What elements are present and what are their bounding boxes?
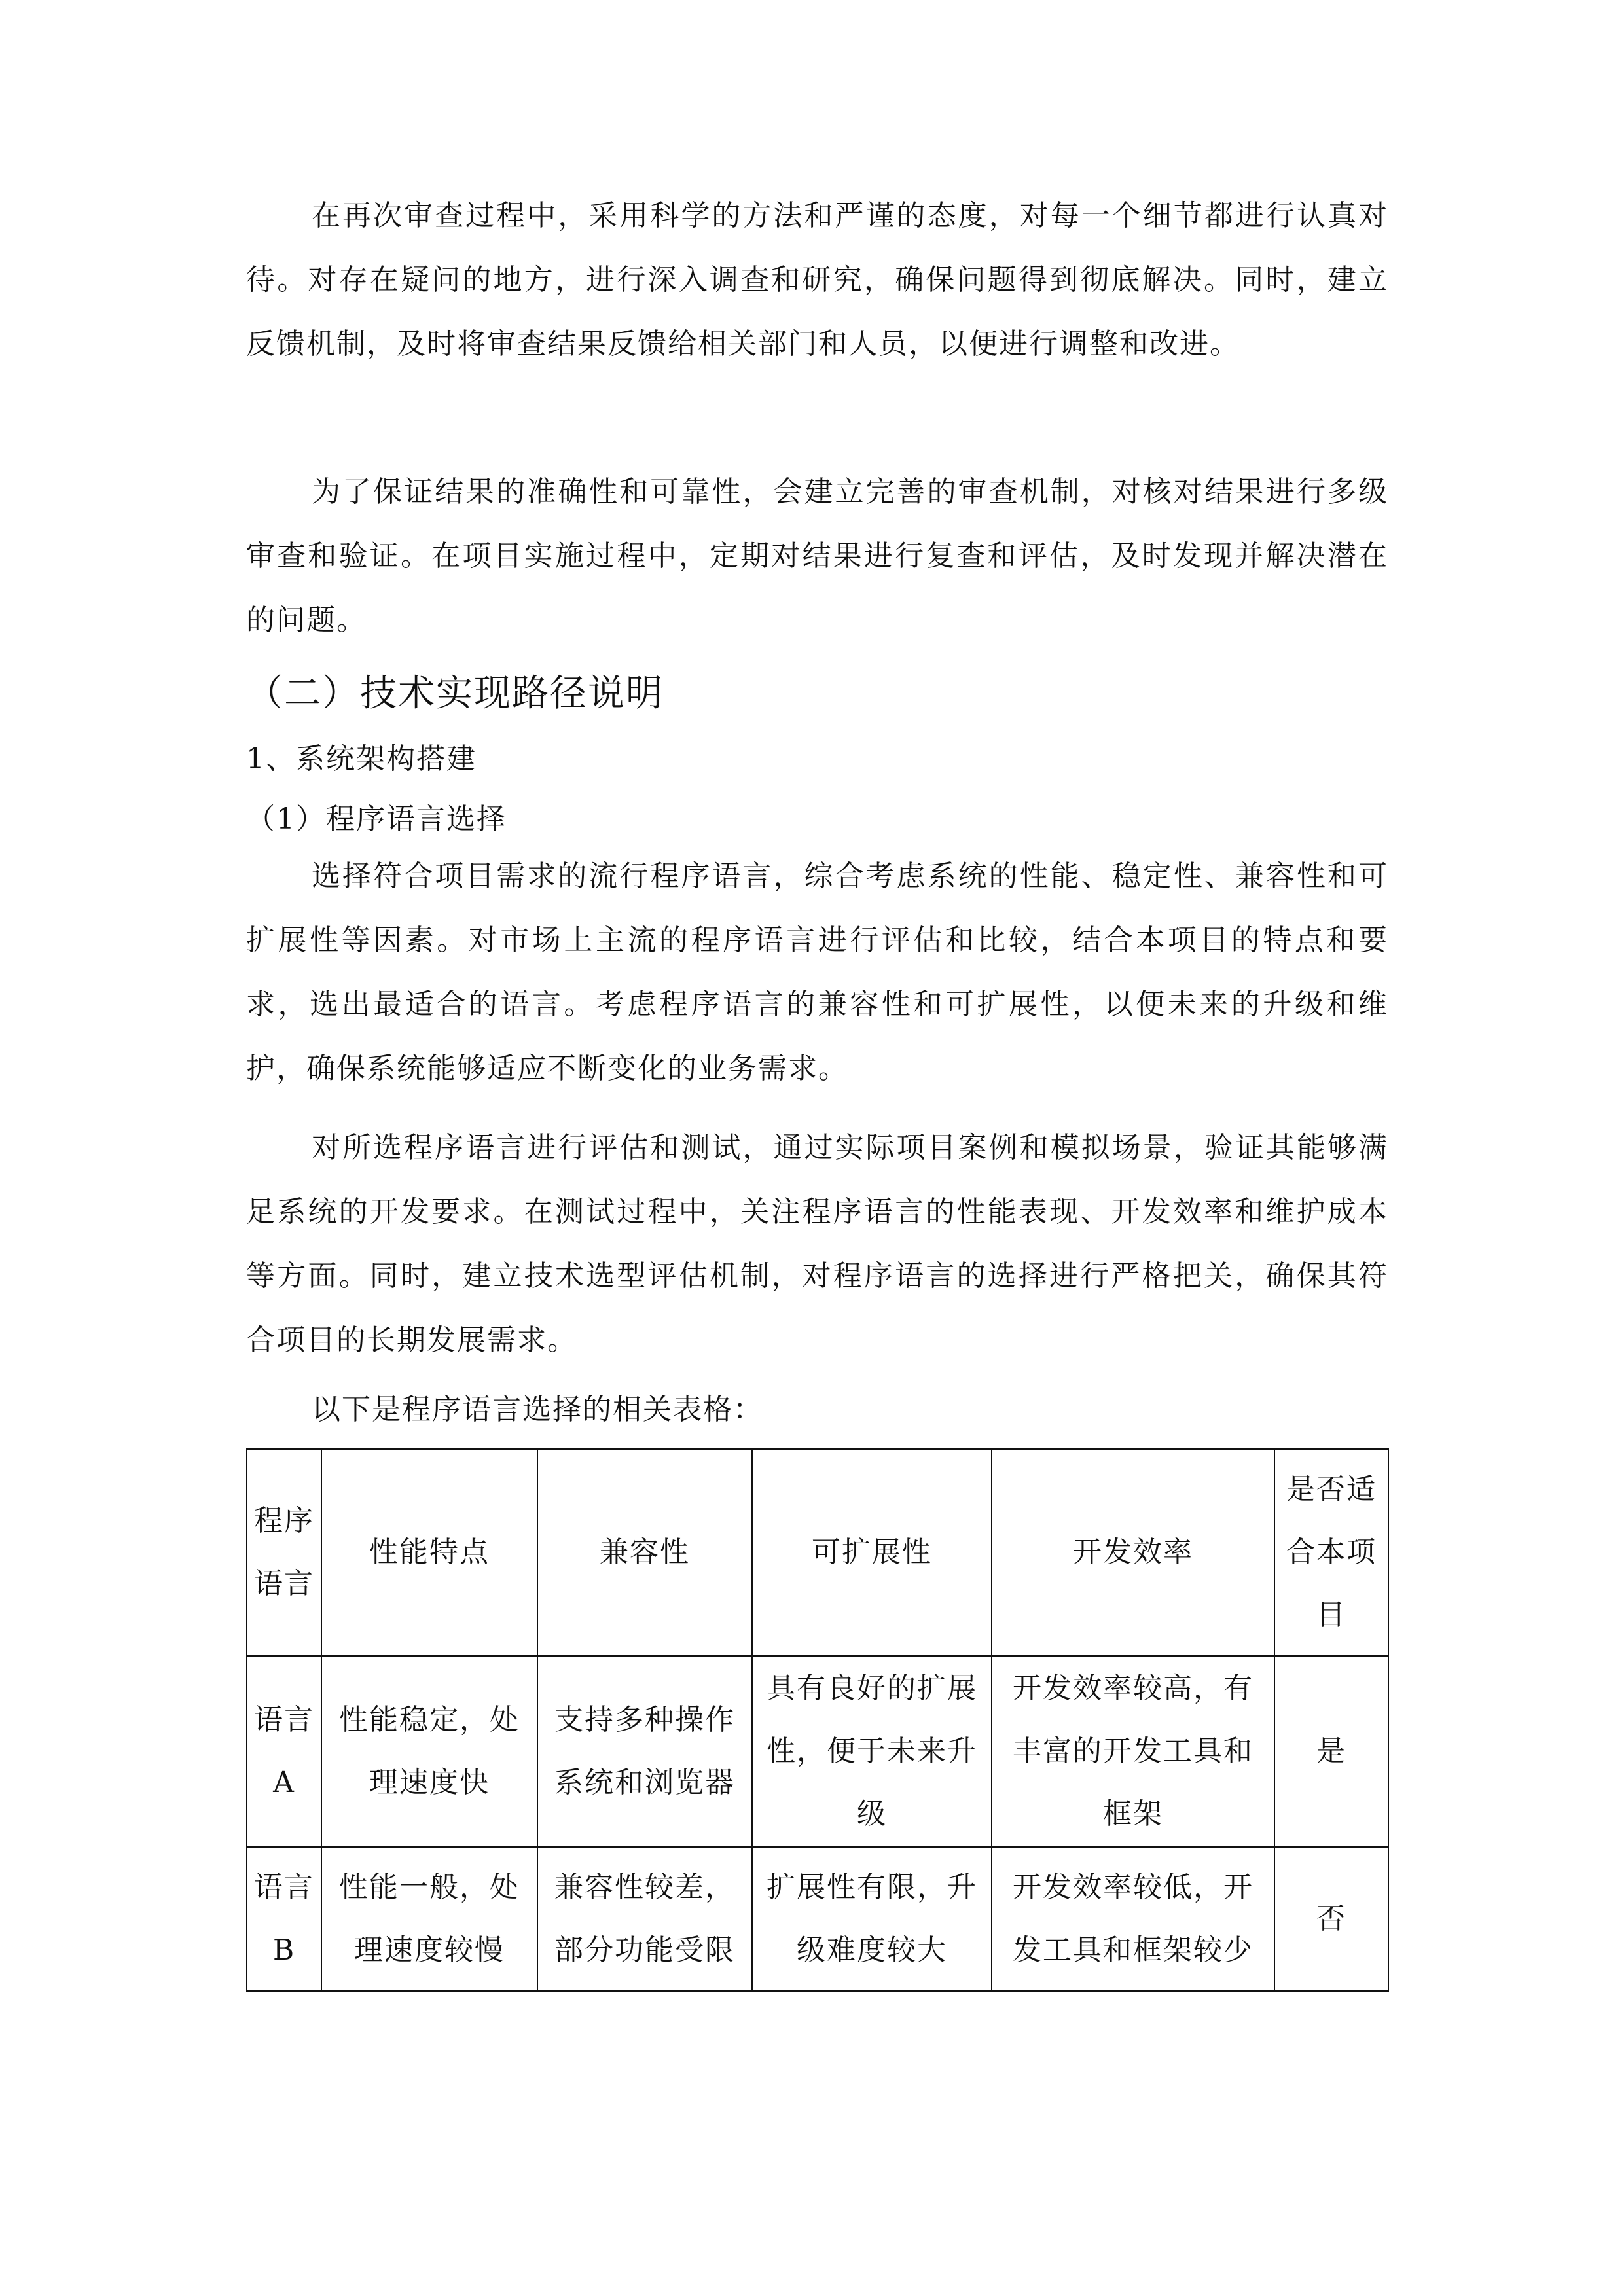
paragraph-language-selection: 选择符合项目需求的流行程序语言，综合考虑系统的性能、稳定性、兼容性和可扩展性等因素。对市场上主流的程序语言进行评估和比较，结合本项目的特点和要求，选出最适合的语言。考虑程序语言的兼容性和可扩展性，以便未来的升级和维护，确保系统能够适应不断变化的业务需求。 [246,859,1388,1085]
table-header-cell: 开发效率 [992,1449,1274,1656]
table-header-cell: 可扩展性 [752,1449,992,1656]
language-selection-table [246,1448,1389,1992]
table-cell: 兼容性较差，部分功能受限 [537,1847,752,1991]
paragraph-table-intro: 以下是程序语言选择的相关表格： [312,1393,763,1426]
table-cell: 扩展性有限，升级难度较大 [752,1847,992,1991]
table-cell: 开发效率较高，有丰富的开发工具和框架 [992,1656,1274,1847]
table-cell: 是 [1274,1656,1388,1847]
table-header-row [247,1449,1388,1656]
table-header-cell: 程序语言 [247,1449,321,1656]
paragraph-review-mechanism: 为了保证结果的准确性和可靠性，会建立完善的审查机制，对核对结果进行多级审查和验证。在项目实施过程中，定期对结果进行复查和评估，及时发现并解决潜在的问题。 [246,475,1388,637]
table-cell: 开发效率较低，开发工具和框架较少 [992,1847,1274,1991]
table-cell: 支持多种操作系统和浏览器 [537,1656,752,1847]
table-header-cell: 性能特点 [321,1449,537,1656]
paragraph-review-process: 在再次审查过程中，采用科学的方法和严谨的态度，对每一个细节都进行认真对待。对存在疑问的地方，进行深入调查和研究，确保问题得到彻底解决。同时，建立反馈机制，及时将审查结果反馈给相关部门和人员，以便进行调整和改进。 [246,199,1388,361]
paragraph-language-evaluation: 对所选程序语言进行评估和测试，通过实际项目案例和模拟场景，验证其能够满足系统的开发要求。在测试过程中，关注程序语言的性能表现、开发效率和维护成本等方面。同时，建立技术选型评估机制，对程序语言的选择进行严格把关，确保其符合项目的长期发展需求。 [246,1131,1388,1357]
table-cell: 否 [1274,1847,1388,1991]
table-cell: 语言B [247,1847,321,1991]
table-cell: 性能稳定，处理速度快 [321,1656,537,1847]
subsection-heading: 1、系统架构搭建 [246,742,477,776]
table-header-cell: 兼容性 [537,1449,752,1656]
table-row [247,1847,1388,1991]
table-header-cell: 是否适合本项目 [1274,1449,1388,1656]
table-cell: 语言A [247,1656,321,1847]
section-heading: （二）技术实现路径说明 [246,672,664,715]
table-row [247,1656,1388,1847]
table-cell: 性能一般，处理速度较慢 [321,1847,537,1991]
table-cell: 具有良好的扩展性，便于未来升级 [752,1656,992,1847]
subsubsection-heading: （1）程序语言选择 [246,802,507,836]
